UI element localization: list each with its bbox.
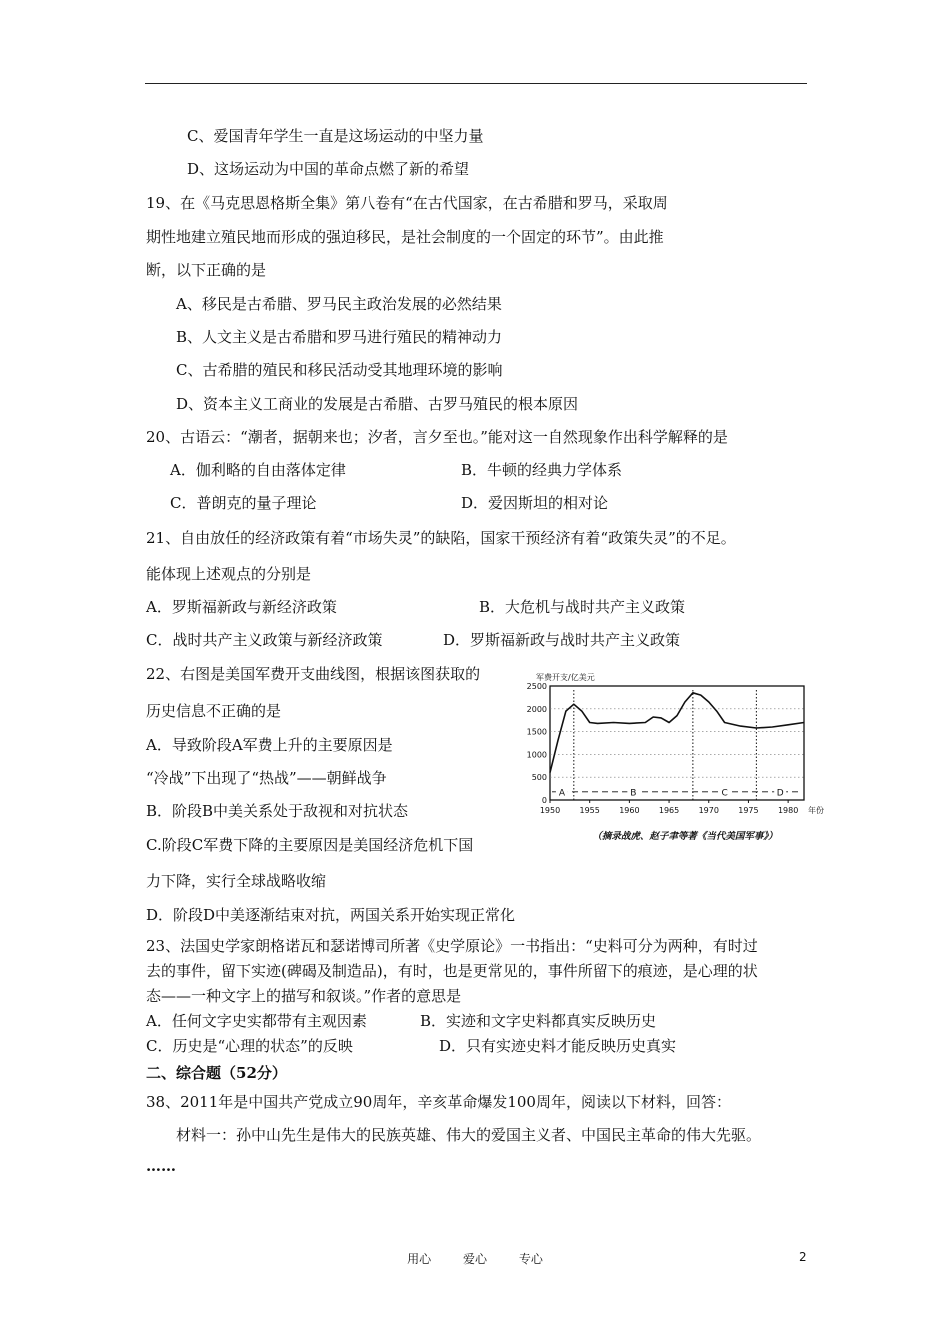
option-20-b: B．牛顿的经典力学体系 (461, 461, 623, 479)
footer-item: 专心 (518, 1252, 543, 1266)
y-tick-label: 1000 (526, 750, 547, 760)
question-19-line-2: 期性地建立殖民地而形成的强迫移民，是社会制度的一个固定的环节”。由此推 (146, 228, 664, 246)
spending-line (550, 693, 804, 773)
option-18-c: C、爱国青年学生一直是这场运动的中坚力量 (187, 127, 484, 145)
stage-label: B (630, 788, 637, 799)
option-20-c: C．普朗克的量子理论 (170, 494, 317, 512)
stage-label: D (776, 788, 784, 799)
stage-label: A (558, 788, 565, 799)
question-21-line-1: 21、自由放任的经济政策有着“市场失灵”的缺陷，国家干预经济有着“政策失灵”的不足。 (146, 529, 736, 547)
option-19-b: B、人文主义是古希腊和罗马进行殖民的精神动力 (176, 328, 503, 346)
option-22-a-line-2: “冷战”下出现了“热战”——朝鲜战争 (146, 769, 387, 787)
question-23-line-1: 23、法国史学家朗格诺瓦和瑟诺博司所著《史学原论》一书指出：“史料可分为两种，有时过 (146, 937, 758, 955)
header-rule (145, 83, 807, 84)
y-axis-label: 军费开支/亿美元 (536, 673, 595, 682)
option-22-b: B．阶段B中美关系处于敌视和对抗状态 (146, 802, 409, 820)
option-21-b: B．大危机与战时共产主义政策 (479, 598, 686, 616)
question-38: 38、2011年是中国共产党成立90周年，辛亥革命爆发100周年，阅读以下材料，回答： (146, 1093, 731, 1111)
x-tick-label: 1970 (698, 806, 719, 815)
x-tick-label: 1955 (579, 806, 600, 815)
question-19-line-3: 断，以下正确的是 (146, 261, 267, 279)
plot-frame (550, 686, 804, 800)
y-tick-label: 1500 (526, 727, 547, 737)
option-22-c-line-1: C.阶段C军费下降的主要原因是美国经济危机下国 (146, 836, 474, 854)
option-23-d: D．只有实迹史料才能反映历史真实 (439, 1037, 677, 1055)
y-tick-label: 2000 (526, 704, 547, 714)
option-23-a: A．任何文字史实都带有主观因素 (146, 1012, 367, 1030)
option-19-c: C、古希腊的殖民和移民活动受其地理环境的影响 (176, 361, 503, 379)
question-22-line-2: 历史信息不正确的是 (146, 702, 282, 720)
x-tick-label: 1975 (738, 806, 759, 815)
option-22-c-line-2: 力下降，实行全球战略收缩 (146, 872, 327, 890)
footer (0, 1250, 950, 1267)
option-22-d: D．阶段D中美逐渐结束对抗，两国关系开始实现正常化 (146, 906, 516, 924)
option-18-d: D、这场运动为中国的革命点燃了新的希望 (187, 160, 470, 178)
y-tick-label: 2500 (526, 682, 547, 691)
option-21-c: C．战时共产主义政策与新经济政策 (146, 631, 383, 649)
x-tick-label: 1950 (539, 806, 561, 815)
option-23-b: B．实迹和文字史料都真实反映历史 (420, 1012, 657, 1030)
option-21-d: D．罗斯福新政与战时共产主义政策 (443, 631, 681, 649)
chart-caption: （摘录战虎、赵子聿等著《当代美国军事》） (592, 831, 778, 842)
option-19-a: A、移民是古希腊、罗马民主政治发展的必然结果 (176, 295, 502, 313)
option-23-c: C．历史是“心理的状态”的反映 (146, 1037, 353, 1055)
chart-svg (520, 668, 832, 848)
ellipsis: …… (146, 1157, 176, 1175)
military-spending-chart (520, 668, 832, 848)
page-number: 2 (799, 1250, 807, 1264)
x-tick-label: 1960 (619, 806, 640, 815)
section-heading: 二、综合题（52分） (146, 1064, 287, 1082)
option-19-d: D、资本主义工商业的发展是古希腊、古罗马殖民的根本原因 (176, 395, 579, 413)
stage-label: C (721, 788, 728, 799)
option-22-a-line-1: A．导致阶段A军费上升的主要原因是 (146, 736, 393, 754)
option-20-d: D．爱因斯坦的相对论 (461, 494, 609, 512)
option-21-a: A．罗斯福新政与新经济政策 (146, 598, 337, 616)
x-tick-label: 1980 (777, 806, 799, 815)
question-20: 20、古语云：“潮者，据朝来也；汐者，言夕至也。”能对这一自然现象作出科学解释的是 (146, 428, 728, 446)
y-tick-label: 0 (541, 796, 547, 805)
material-one: 材料一：孙中山先生是伟大的民族英雄、伟大的爱国主义者、中国民主革命的伟大先驱。 (176, 1126, 762, 1144)
option-20-a: A．伽利略的自由落体定律 (170, 461, 346, 479)
question-19-line-1: 19、在《马克思恩格斯全集》第八卷有“在古代国家，在古希腊和罗马，采取周 (146, 194, 668, 212)
x-tick-label: 1965 (658, 806, 680, 815)
y-tick-label: 500 (531, 773, 547, 783)
footer-item: 爱心 (462, 1252, 487, 1266)
x-axis-label: 年份 (808, 806, 824, 815)
question-21-line-2: 能体现上述观点的分别是 (146, 565, 312, 583)
question-23-line-3: 态——一种文字上的描写和叙谈。”作者的意思是 (146, 987, 462, 1005)
question-22-line-1: 22、右图是美国军费开支曲线图，根据该图获取的 (146, 665, 481, 683)
footer-item: 用心 (407, 1252, 432, 1266)
question-23-line-2: 去的事件，留下实迹(碑碣及制造品)，有时，也是更常见的，事件所留下的痕迹，是心理的状 (146, 962, 758, 980)
